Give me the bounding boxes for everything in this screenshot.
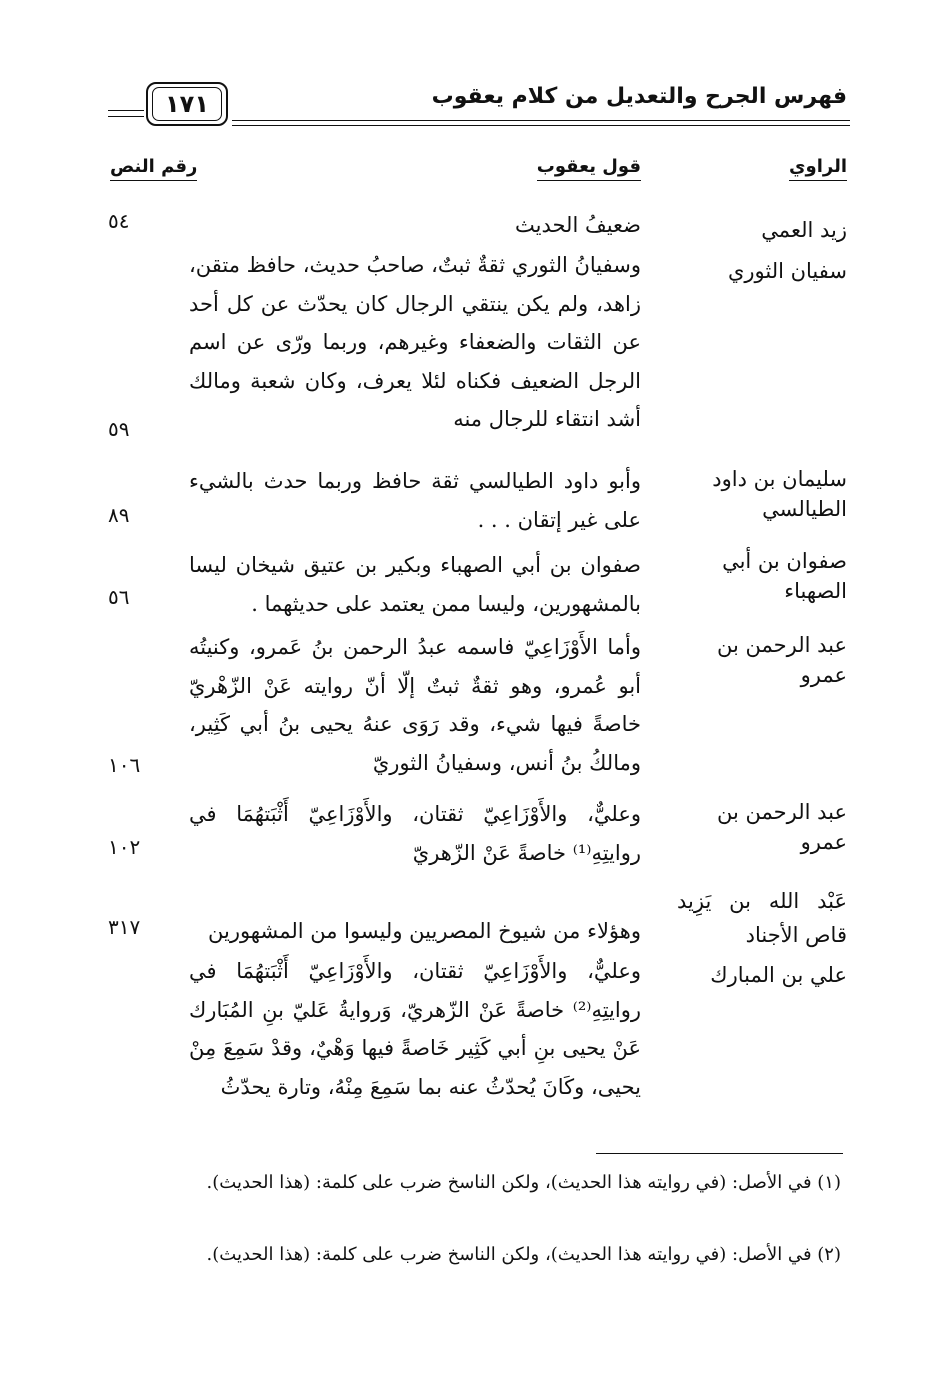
text-number: ٥٤ [108, 209, 130, 233]
quote-text: وهؤلاء من شيوخ المصريين وليسوا من المشهورين [207, 919, 641, 943]
narrator-name: سفيان الثوري [727, 259, 847, 283]
column-header-narrator: الراوي [789, 156, 847, 181]
header-rule-left [108, 116, 144, 117]
narrator-name: عبد الرحمن بن عمرو [717, 800, 847, 854]
narrator-name: زيد العمي [761, 218, 847, 242]
text-number: ١٠٦ [108, 753, 141, 777]
quote-text: وأبو داود الطيالسي ثقة حافظ وربما حدث بالشيء على غير إتقان . . . [189, 469, 641, 532]
quote-text: ضعيفُ الحديث [515, 213, 641, 237]
footnote-separator [596, 1153, 843, 1154]
narrator-name: صفوان بن أبي الصهباء [722, 549, 847, 603]
footnote: (١) في الأصل: (في روايته هذا الحديث)، ولكن الناسخ ضرب على كلمة: (هذا الحديث). [206, 1172, 841, 1193]
quote-text: وسفيانُ الثوري ثقةٌ ثبتٌ، صاحبُ حديث، حافظ متقن، زاهد، ولم يكن ينتقي الرجال كان يحدّث عن كل أحد عن الثقات والضعفاء وغيرهم، وربما ورّى عن اسم الرجل الضعيف فكناه لئلا يعرف، وكان شعبة ومالك أشد انتقاء للرجال منه [189, 253, 641, 431]
page-number: ١٧١ [152, 87, 222, 121]
quote-text: صفوان بن أبي الصهباء وبكير بن عتيق شيخان ليسا بالمشهورين، وليسا ممن يعتمد على حديثهما . [189, 553, 641, 616]
text-number: ٣١٧ [108, 915, 141, 939]
narrator-name: سليمان بن داود الطيالسي [712, 467, 847, 521]
footnote: (٢) في الأصل: (في روايته هذا الحديث)، ولكن الناسخ ضرب على كلمة: (هذا الحديث). [206, 1244, 841, 1265]
header-rule-left [108, 110, 144, 111]
running-title: فهرس الجرح والتعديل من كلام يعقوب [431, 84, 847, 109]
column-header-text-number: رقم النص [110, 156, 197, 181]
column-header-quote: قول يعقوب [537, 156, 641, 181]
header-rule [232, 125, 850, 126]
narrator-name: عبد الرحمن بن عمرو [717, 633, 847, 687]
header-rule [232, 120, 850, 121]
page-number-box [146, 82, 228, 126]
text-number: ٨٩ [108, 503, 130, 527]
quote-text: وعليٌّ، والأَوْزَاعِيّ ثقتان، والأَوْزَاعِيّ أَثْبَتهُمَا في روايتِهِ⁽¹⁾ خاصةً عَنْ الزّهريّ [189, 802, 641, 865]
text-number: ١٠٢ [108, 835, 141, 859]
quote-text: وأما الأَوْزَاعِيّ فاسمه عبدُ الرحمن بنُ عَمرو، وكنيتُه أبو عُمرو، وهو ثقةٌ ثبتٌ إلّا أنّ روايته عَنْ الزّهْريّ خاصةً فيها شيء، وقد رَوَى عنهُ يحيى بنُ أبي كَثِير، ومالكُ بنُ أنس، وسفيانُ الثوريّ [189, 635, 641, 775]
text-number: ٥٦ [108, 585, 130, 609]
narrator-name: عَبْد الله بن يَزِيد قاص الأجناد [677, 889, 847, 947]
narrator-name: علي بن المبارك [710, 963, 847, 987]
text-number: ٥٩ [108, 417, 130, 441]
quote-text: وعليٌّ، والأَوْزَاعِيّ ثقتان، والأَوْزَاعِيّ أَثْبَتهُمَا في روايتِهِ⁽²⁾ خاصةً عَنْ الزّهريّ، وَروايةُ عَليّ بنِ المُبَارك عَنْ يحيى بنِ أبي كَثِير خَاصةً فيها وَهْيٌ، وقدْ سَمِعَ مِنْ يحيى، وكَانَ يُحدّثُ عنه بما سَمِعَ مِنْهُ، وتارة يحدّثُ [189, 959, 641, 1099]
